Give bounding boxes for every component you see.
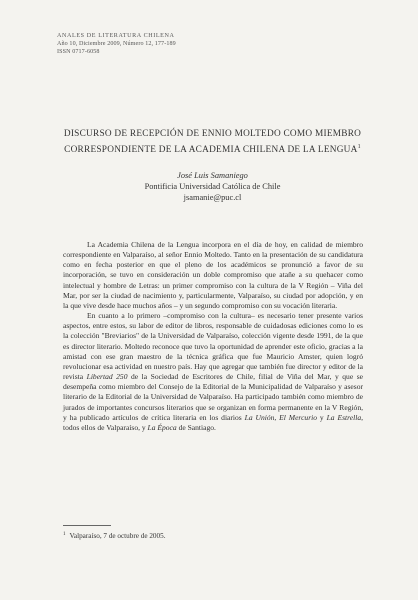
- footnote: [63, 530, 363, 541]
- revista-title: Libertad 250: [86, 372, 128, 382]
- journal-issn: ISSN 0717-6058: [57, 49, 100, 55]
- article-body: [63, 240, 363, 433]
- diario-la-estrella: La Estrella: [326, 412, 362, 422]
- journal-header: [57, 32, 176, 56]
- paragraph-2-part-d: de Santiago.: [176, 422, 216, 432]
- separator-1: ,: [274, 412, 280, 422]
- author-name: José Luis Samaniego: [177, 171, 248, 180]
- journal-title: ANALES DE LITERATURA CHILENA: [57, 33, 175, 39]
- footnote-divider: [63, 525, 111, 526]
- paragraph-2-part-b: de la Sociedad de Escritores de Chile, filial de Viña del Mar, y que se desempeña como miembro del Consejo de la Editorial de la Municipalidad de Valparaíso y asesor literario de la Editorial de la Universidad de Valparaíso. Ha participado también como miembro de jurados de importantes concursos literarios que se organizan en forma permanente en la V Región, y ha publicado artículos de crítica literaria en los diarios: [63, 372, 363, 422]
- article-title: [40, 128, 385, 156]
- article-title-line-2-text: CORRESPONDIENTE DE LA ACADEMIA CHILENA DE LA LENGUA: [64, 144, 358, 155]
- author-email[interactable]: jsamanie@puc.cl: [183, 193, 242, 202]
- footnote-text: Valparaíso, 7 de octubre de 2005.: [69, 532, 166, 540]
- title-footnote-mark[interactable]: 1: [357, 143, 361, 150]
- journal-issue: Año 10, Diciembre 2009, Número 12, 177-189: [57, 41, 176, 47]
- paragraph-2: [63, 311, 363, 433]
- diario-la-union: La Unión: [244, 412, 275, 422]
- author-affiliation: Pontificia Universidad Católica de Chile: [144, 182, 281, 191]
- article-title-line-2: [40, 141, 385, 157]
- separator-2: y: [317, 412, 327, 422]
- author-block: [40, 170, 385, 203]
- footnote-mark: 1: [63, 532, 66, 537]
- diario-el-mercurio: El Mercurio: [279, 412, 318, 422]
- paragraph-1: La Academia Chilena de la Lengua incorpora en el día de hoy, en calidad de miembro correspondiente en Valparaíso, al señor Ennio Moltedo. Tanto en la presentación de su candidatura como en fecha posterior en que el pleno de los académicos se pronunció a favor de su incorporación, se tuvo en consideración un doble compromiso que atañe a su quehacer como intelectual y hombre de Letras: un primer compromiso con la cultura de la V Región – Viña del Mar, por ser la ciudad de nacimiento y, particularmente, Valparaíso, su ciudad por adopción, y en la que vive desde hace muchos años – y un segundo compromiso con su vocación literaria.: [63, 240, 363, 310]
- paragraph-2-part-c: , todos ellos de Valparaíso, y: [63, 412, 363, 432]
- diario-la-epoca: La Época: [147, 422, 177, 432]
- article-title-line-1: DISCURSO DE RECEPCIÓN DE ENNIO MOLTEDO COMO MIEMBRO: [63, 129, 362, 139]
- paragraph-2-part-a: En cuanto a lo primero –compromiso con la cultura– es necesario tener presente varios aspectos, entre estos, su labor de editor de libros, responsable de cuidadosas ediciones como lo es la colección "Breviarios" de la Universidad de Valparaíso, colección vigente desde 1991, de la que es director literario. Moltedo reconoce que tuvo la oportunidad de aprender este oficio, gracias a la amistad con ese gran maestro de la técnica gráfica que fue Mauricio Amster, quien logró revolucionar esa actividad en nuestro país. Hay que agregar que también fue director y editor de la revista: [63, 311, 363, 382]
